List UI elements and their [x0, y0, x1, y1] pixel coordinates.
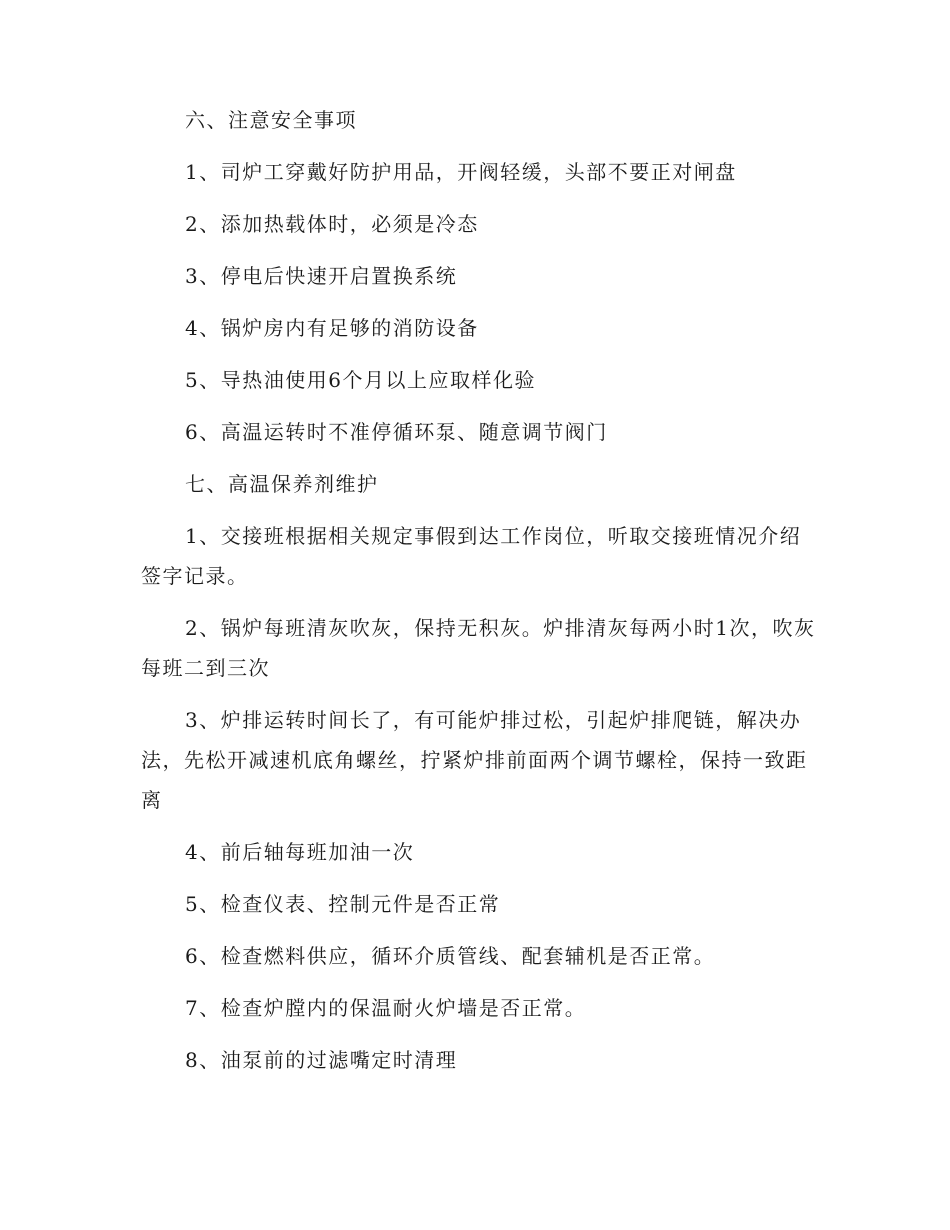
document-body [141, 100, 821, 1092]
list-item: 4、锅炉房内有足够的消防设备 [185, 316, 479, 340]
list-item: 2、锅炉每班清灰吹灰，保持无积灰。炉排清灰每两小时1次，吹灰每班二到三次 [141, 616, 816, 680]
list-item: 1、司炉工穿戴好防护用品，开阀轻缓，头部不要正对闸盘 [185, 160, 737, 184]
list-item: 4、前后轴每班加油一次 [185, 840, 415, 864]
list-item: 7、检查炉膛内的保温耐火炉墙是否正常。 [185, 996, 587, 1020]
list-item: 3、停电后快速开启置换系统 [185, 264, 458, 288]
section-heading-safety: 六、注意安全事项 [185, 108, 357, 132]
list-item: 5、检查仪表、控制元件是否正常 [185, 892, 501, 916]
section-heading-maintenance: 七、高温保养剂维护 [185, 472, 379, 496]
list-item: 6、检查燃料供应，循环介质管线、配套辅机是否正常。 [185, 944, 716, 968]
list-item: 3、炉排运转时间长了，有可能炉排过松，引起炉排爬链，解决办法，先松开减速机底角螺丝，拧紧炉排前面两个调节螺栓，保持一致距离 [141, 708, 808, 812]
list-item: 1、交接班根据相关规定事假到达工作岗位，听取交接班情况介绍签字记录。 [141, 524, 802, 588]
list-item: 2、添加热载体时，必须是冷态 [185, 212, 479, 236]
list-item: 8、油泵前的过滤嘴定时清理 [185, 1048, 458, 1072]
list-item: 6、高温运转时不准停循环泵、随意调节阀门 [185, 420, 608, 444]
list-item: 5、导热油使用6个月以上应取样化验 [185, 368, 536, 392]
